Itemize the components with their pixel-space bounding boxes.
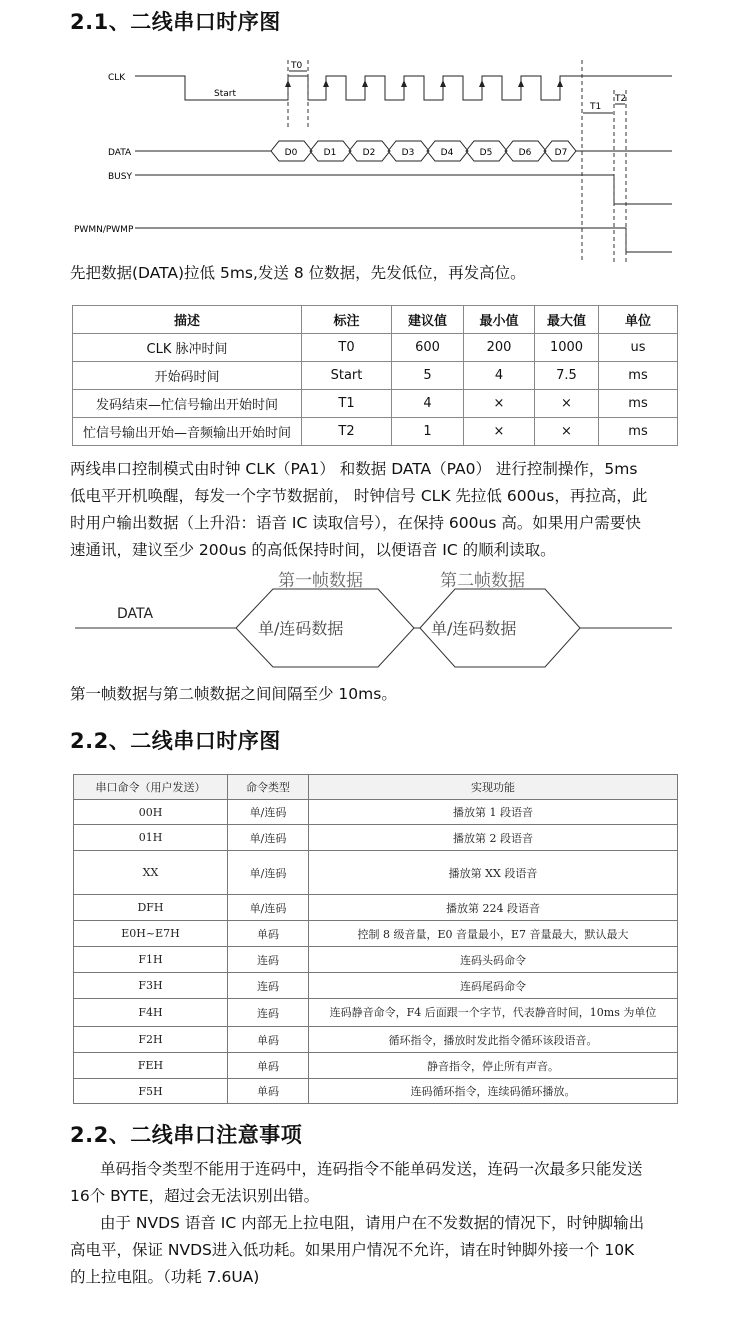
table-header: 命令类型 xyxy=(228,775,309,800)
data-bit-d6: D6 xyxy=(518,148,532,158)
frame1-title: 第一帧数据 xyxy=(278,571,363,591)
marker-t1: T1 xyxy=(590,102,602,112)
table-cell: 循环指令，播放时发此指令循环该段语音。 xyxy=(309,1027,678,1053)
frame-diagram xyxy=(0,562,750,672)
frame2-content: 单/连码数据 xyxy=(431,619,517,638)
table-cell: FEH xyxy=(74,1053,228,1079)
signal-label-data: DATA xyxy=(108,148,132,158)
table-cell: 连码 xyxy=(228,947,309,973)
table-row xyxy=(74,1053,678,1079)
table-row xyxy=(74,825,678,851)
table-cell: 开始码时间 xyxy=(73,362,302,390)
table-cell: 播放第 1 段语音 xyxy=(309,800,678,825)
table-cell: T0 xyxy=(302,334,392,362)
table-row xyxy=(74,1079,678,1104)
table-cell: 连码静音命令，F4 后面跟一个字节，代表静音时间，10ms 为单位 xyxy=(309,999,678,1027)
table-cell: 连码头码命令 xyxy=(309,947,678,973)
table-cell: CLK 脉冲时间 xyxy=(73,334,302,362)
table-cell: 单码 xyxy=(228,921,309,947)
table-cell: 单/连码 xyxy=(228,825,309,851)
table-row xyxy=(74,851,678,895)
table-cell: 7.5 xyxy=(535,362,599,390)
timing-caption: 先把数据(DATA)拉低 5ms,发送 8 位数据，先发低位，再发高位。 xyxy=(70,264,526,282)
marker-t2: T2 xyxy=(615,94,627,104)
table-row xyxy=(74,947,678,973)
table-header: 最小值 xyxy=(464,306,535,334)
table-row xyxy=(74,800,678,825)
paragraph-line: 时用户输出数据（上升沿：语音 IC 读取信号），在保持 600us 高。如果用户需要快 xyxy=(70,514,641,532)
table-cell: × xyxy=(464,418,535,446)
data-bit-d3: D3 xyxy=(401,148,415,158)
table-cell: 单/连码 xyxy=(228,895,309,921)
table-cell: 单/连码 xyxy=(228,851,309,895)
table-cell: 1 xyxy=(392,418,464,446)
section-title-notes: 2.2、二线串口注意事项 xyxy=(70,1123,303,1147)
table-cell: 播放第 XX 段语音 xyxy=(309,851,678,895)
table-cell: F5H xyxy=(74,1079,228,1104)
frame-signal-label: DATA xyxy=(117,606,154,622)
paragraph-line: 单码指令类型不能用于连码中，连码指令不能单码发送，连码一次最多只能发送 xyxy=(100,1160,643,1178)
table-cell: 单码 xyxy=(228,1053,309,1079)
table-cell: × xyxy=(535,418,599,446)
table-row xyxy=(74,1027,678,1053)
busy-waveform xyxy=(135,175,672,204)
table-cell: 静音指令，停止所有声音。 xyxy=(309,1053,678,1079)
paragraph-line: 低电平开机唤醒，每发一个字节数据前， 时钟信号 CLK 先拉低 600us，再拉高，此 xyxy=(70,487,648,505)
table-row xyxy=(74,895,678,921)
table-cell: 连码循环指令，连续码循环播放。 xyxy=(309,1079,678,1104)
table-row xyxy=(73,418,678,446)
table-header-row xyxy=(73,306,678,334)
marker-t0: T0 xyxy=(291,61,303,71)
data-bit-d5: D5 xyxy=(479,148,493,158)
pwm-waveform xyxy=(135,228,672,252)
signal-label-clk: CLK xyxy=(108,73,126,83)
table-header-row xyxy=(74,775,678,800)
table-cell: ms xyxy=(599,362,678,390)
table-cell: 发码结束—忙信号输出开始时间 xyxy=(73,390,302,418)
paragraph-line: 两线串口控制模式由时钟 CLK（PA1） 和数据 DATA（PA0） 进行控制操作，5ms xyxy=(70,460,638,478)
table-cell: 忙信号输出开始—音频输出开始时间 xyxy=(73,418,302,446)
table-header: 实现功能 xyxy=(309,775,678,800)
table-cell: T1 xyxy=(302,390,392,418)
table-cell: 连码 xyxy=(228,999,309,1027)
signal-label-pwm: PWMN/PWMP xyxy=(74,225,134,235)
table-header: 最大值 xyxy=(535,306,599,334)
table-cell: 播放第 2 段语音 xyxy=(309,825,678,851)
table-cell: 连码 xyxy=(228,973,309,999)
table-cell: Start xyxy=(302,362,392,390)
table-cell: 5 xyxy=(392,362,464,390)
table-cell: 单码 xyxy=(228,1027,309,1053)
table-cell: × xyxy=(464,390,535,418)
table-cell: 播放第 224 段语音 xyxy=(309,895,678,921)
protocol-description xyxy=(70,456,647,564)
table-cell: 600 xyxy=(392,334,464,362)
timing-diagram xyxy=(0,0,750,262)
table-row xyxy=(74,973,678,999)
data-bit-d0: D0 xyxy=(284,148,298,158)
table-row xyxy=(73,362,678,390)
table-cell: 连码尾码命令 xyxy=(309,973,678,999)
table-cell: ms xyxy=(599,418,678,446)
section-title-commands: 2.2、二线串口时序图 xyxy=(70,729,281,753)
table-cell: F1H xyxy=(74,947,228,973)
command-table xyxy=(73,774,678,1104)
table-cell: DFH xyxy=(74,895,228,921)
table-header: 串口命令（用户发送） xyxy=(74,775,228,800)
table-cell: us xyxy=(599,334,678,362)
frame2-title: 第二帧数据 xyxy=(440,571,525,591)
signal-label-busy: BUSY xyxy=(108,172,132,182)
frame-caption: 第一帧数据与第二帧数据之间间隔至少 10ms。 xyxy=(70,685,397,703)
table-cell: E0H~E7H xyxy=(74,921,228,947)
notes-paragraph xyxy=(70,1156,644,1291)
table-cell: 01H xyxy=(74,825,228,851)
table-cell: 00H xyxy=(74,800,228,825)
paragraph-line: 的上拉电阻。（功耗 7.6UA) xyxy=(70,1268,260,1286)
table-cell: 单码 xyxy=(228,1079,309,1104)
table-cell: ms xyxy=(599,390,678,418)
table-cell: 4 xyxy=(464,362,535,390)
table-cell: 控制 8 级音量，E0 音量最小，E7 音量最大，默认最大 xyxy=(309,921,678,947)
table-cell: 4 xyxy=(392,390,464,418)
table-cell: × xyxy=(535,390,599,418)
table-cell: T2 xyxy=(302,418,392,446)
table-row xyxy=(73,390,678,418)
paragraph-line: 由于 NVDS 语音 IC 内部无上拉电阻，请用户在不发数据的情况下，时钟脚输出 xyxy=(100,1214,645,1232)
paragraph-line: 高电平，保证 NVDS进入低功耗。如果用户情况不允许，请在时钟脚外接一个 10K xyxy=(70,1241,635,1259)
paragraph-line: 16个 BYTE，超过会无法识别出错。 xyxy=(70,1187,320,1205)
table-cell: F3H xyxy=(74,973,228,999)
table-header: 描述 xyxy=(73,306,302,334)
section-title-timing: 2.1、二线串口时序图 xyxy=(70,10,281,34)
table-row xyxy=(74,999,678,1027)
table-cell: F2H xyxy=(74,1027,228,1053)
frame1-content: 单/连码数据 xyxy=(258,619,344,638)
data-bit-d1: D1 xyxy=(323,148,337,158)
table-header: 单位 xyxy=(599,306,678,334)
table-row xyxy=(74,921,678,947)
paragraph-line: 速通讯，建议至少 200us 的高低保持时间，以便语音 IC 的顺利读取。 xyxy=(70,541,556,559)
data-bit-d4: D4 xyxy=(440,148,454,158)
table-row xyxy=(73,334,678,362)
table-cell: XX xyxy=(74,851,228,895)
data-bit-d7: D7 xyxy=(554,148,568,158)
table-cell: 200 xyxy=(464,334,535,362)
timing-parameter-table xyxy=(72,305,678,446)
table-cell: 单/连码 xyxy=(228,800,309,825)
table-header: 标注 xyxy=(302,306,392,334)
start-label: Start xyxy=(214,89,236,99)
data-bit-d2: D2 xyxy=(362,148,376,158)
table-cell: 1000 xyxy=(535,334,599,362)
table-header: 建议值 xyxy=(392,306,464,334)
table-cell: F4H xyxy=(74,999,228,1027)
